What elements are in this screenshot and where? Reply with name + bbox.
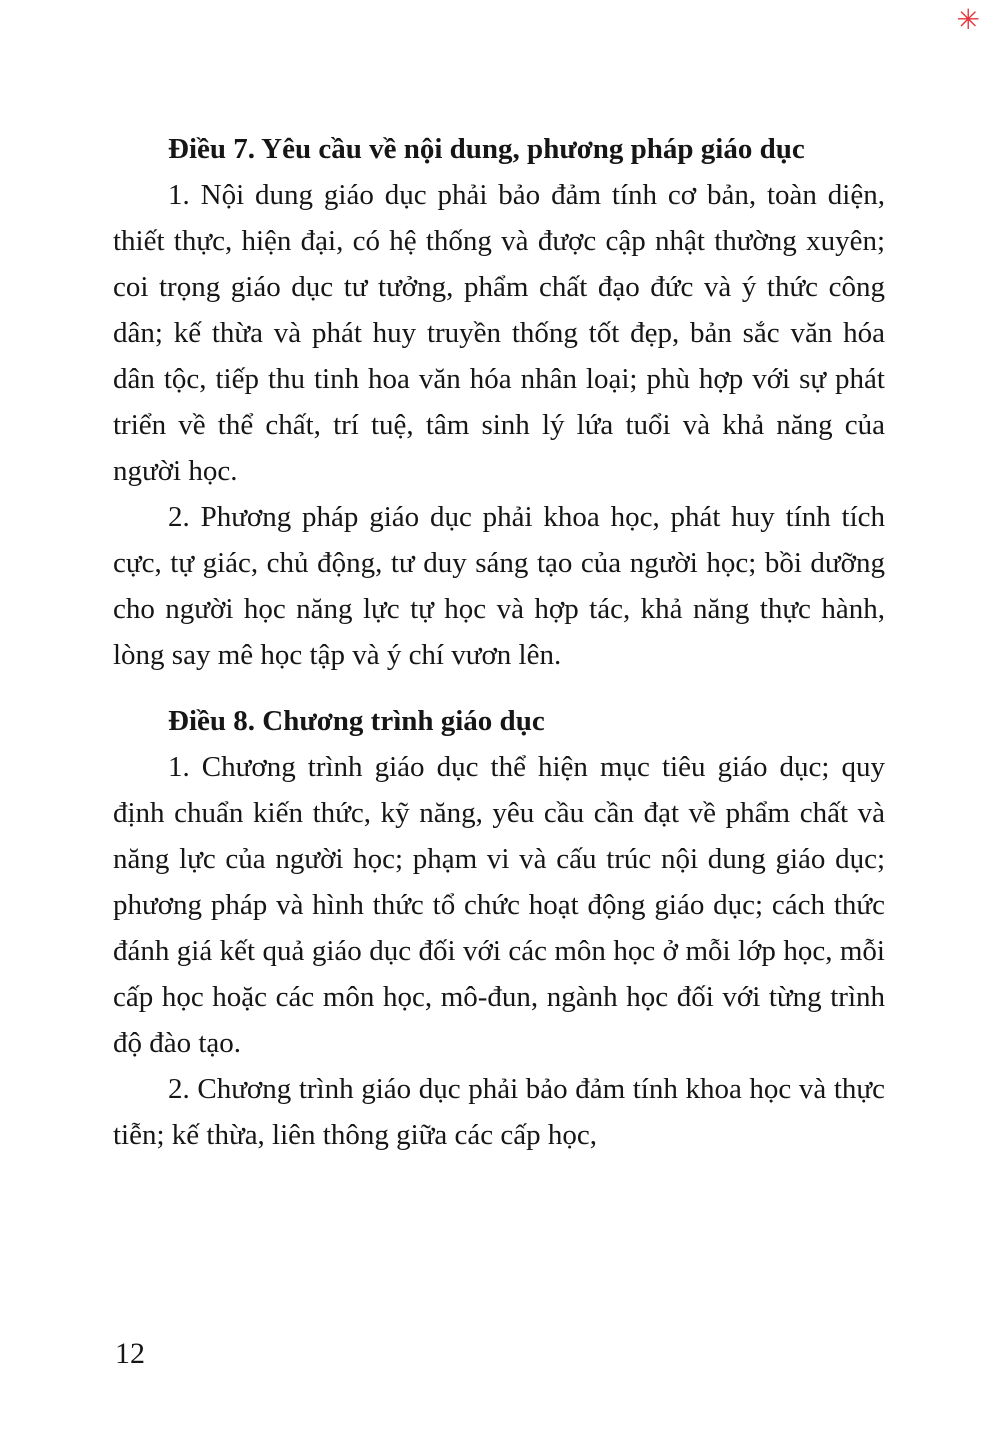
article-8-heading: Điều 8. Chương trình giáo dục bbox=[168, 705, 545, 737]
article-7-paragraph-1: 1. Nội dung giáo dục phải bảo đảm tính cơ bản, toàn diện, thiết thực, hiện đại, có hệ thống và được cập nhật thường xuyên; coi trọng giáo dục tư tưởng, phẩm chất đạo đức và ý thức công dân; kế thừa và phát huy truyền thống tốt đẹp, bản sắc văn hóa dân tộc, tiếp thu tinh hoa văn hóa nhân loại; phù hợp với sự phát triển về thể chất, trí tuệ, tâm sinh lý lứa tuổi và khả năng của người học. bbox=[113, 179, 885, 487]
article-8-paragraph-2: 2. Chương trình giáo dục phải bảo đảm tính khoa học và thực tiễn; kế thừa, liên thông giữa các cấp học, bbox=[113, 1073, 885, 1151]
page-body-text bbox=[113, 126, 885, 1158]
article-7-heading: Điều 7. Yêu cầu về nội dung, phương pháp giáo dục bbox=[168, 133, 805, 165]
flower-asterisk-icon: ✳ bbox=[956, 3, 980, 36]
article-7-paragraph-2: 2. Phương pháp giáo dục phải khoa học, phát huy tính tích cực, tự giác, chủ động, tư duy sáng tạo của người học; bồi dưỡng cho người học năng lực tự học và hợp tác, khả năng thực hành, lòng say mê học tập và ý chí vươn lên. bbox=[113, 501, 885, 671]
page-number: 12 bbox=[115, 1337, 145, 1370]
article-8-paragraph-1: 1. Chương trình giáo dục thể hiện mục tiêu giáo dục; quy định chuẩn kiến thức, kỹ năng, yêu cầu cần đạt về phẩm chất và năng lực của người học; phạm vi và cấu trúc nội dung giáo dục; phương pháp và hình thức tổ chức hoạt động giáo dục; cách thức đánh giá kết quả giáo dục đối với các môn học ở mỗi lớp học, mỗi cấp học hoặc các môn học, mô-đun, ngành học đối với từng trình độ đào tạo. bbox=[113, 751, 885, 1059]
